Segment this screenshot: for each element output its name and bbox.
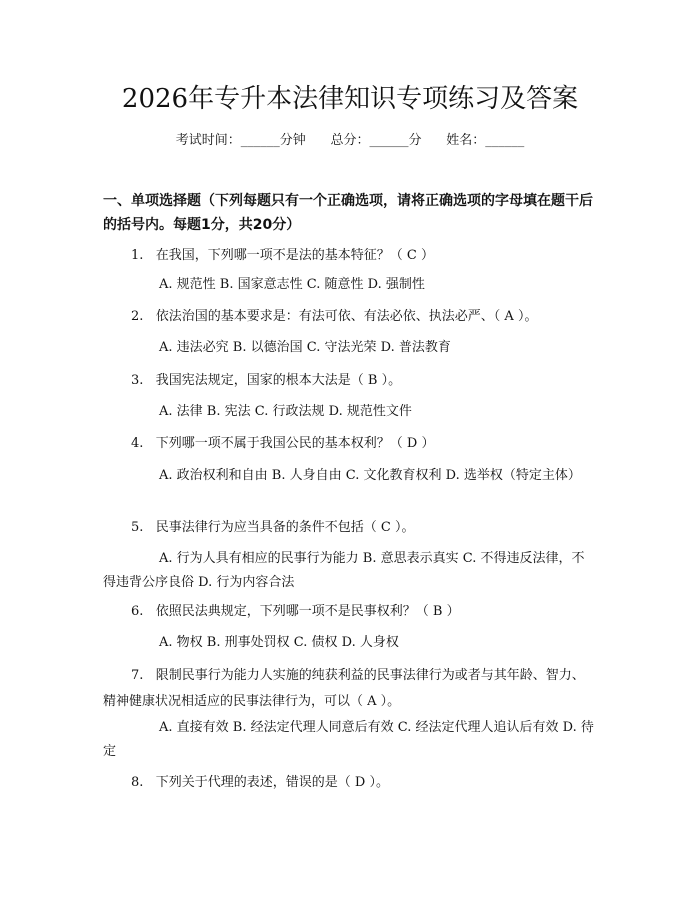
section-heading: 一、单项选择题（下列每题只有一个正确选项，请将正确选项的字母填在题干后的括号内。每题1分，共20分） (103, 193, 593, 233)
question-7-options: A. 直接有效 B. 经法定代理人同意后有效 C. 经法定代理人追认后有效 D. 待定 (103, 720, 594, 759)
question-3-options: A. 法律 B. 宪法 C. 行政法规 D. 规范性文件 (159, 404, 412, 419)
exam-info-line: 考试时间：______分钟 总分：______分 姓名：______ (175, 133, 525, 148)
question-5: 5. 民事法律行为应当具备的条件不包括（ C ）。 (131, 520, 415, 535)
question-2: 2. 依法治国的基本要求是：有法可依、有法必依、执法必严、（ A ）。 (131, 309, 538, 324)
question-8: 8. 下列关于代理的表述，错误的是（ D ）。 (131, 775, 389, 790)
question-4-options: A. 政治权利和自由 B. 人身自由 C. 文化教育权利 D. 选举权（特定主体） (159, 468, 581, 483)
question-4: 4. 下列哪一项不属于我国公民的基本权利？（ D ） (131, 436, 435, 451)
question-5-options: A. 行为人具有相应的民事行为能力 B. 意思表示真实 C. 不得违反法律，不得违背公序良俗 D. 行为内容合法 (103, 551, 585, 590)
question-6-options: A. 物权 B. 刑事处罚权 C. 债权 D. 人身权 (159, 635, 399, 650)
question-2-options: A. 违法必究 B. 以德治国 C. 守法光荣 D. 普法教育 (159, 340, 451, 355)
question-3: 3. 我国宪法规定，国家的根本大法是（ B ）。 (131, 373, 402, 388)
question-1-options: A. 规范性 B. 国家意志性 C. 随意性 D. 强制性 (159, 277, 425, 292)
document-title: 2026年专升本法律知识专项练习及答案 (121, 84, 579, 114)
question-7: 7. 限制民事行为能力人实施的纯获利益的民事法律行为或者与其年龄、智力、精神健康状况相适应的民事法律行为，可以（ A ）。 (103, 668, 585, 709)
question-1: 1. 在我国，下列哪一项不是法的基本特征？（ C ） (131, 248, 435, 263)
question-6: 6. 依照民法典规定，下列哪一项不是民事权利？（ B ） (131, 604, 460, 619)
